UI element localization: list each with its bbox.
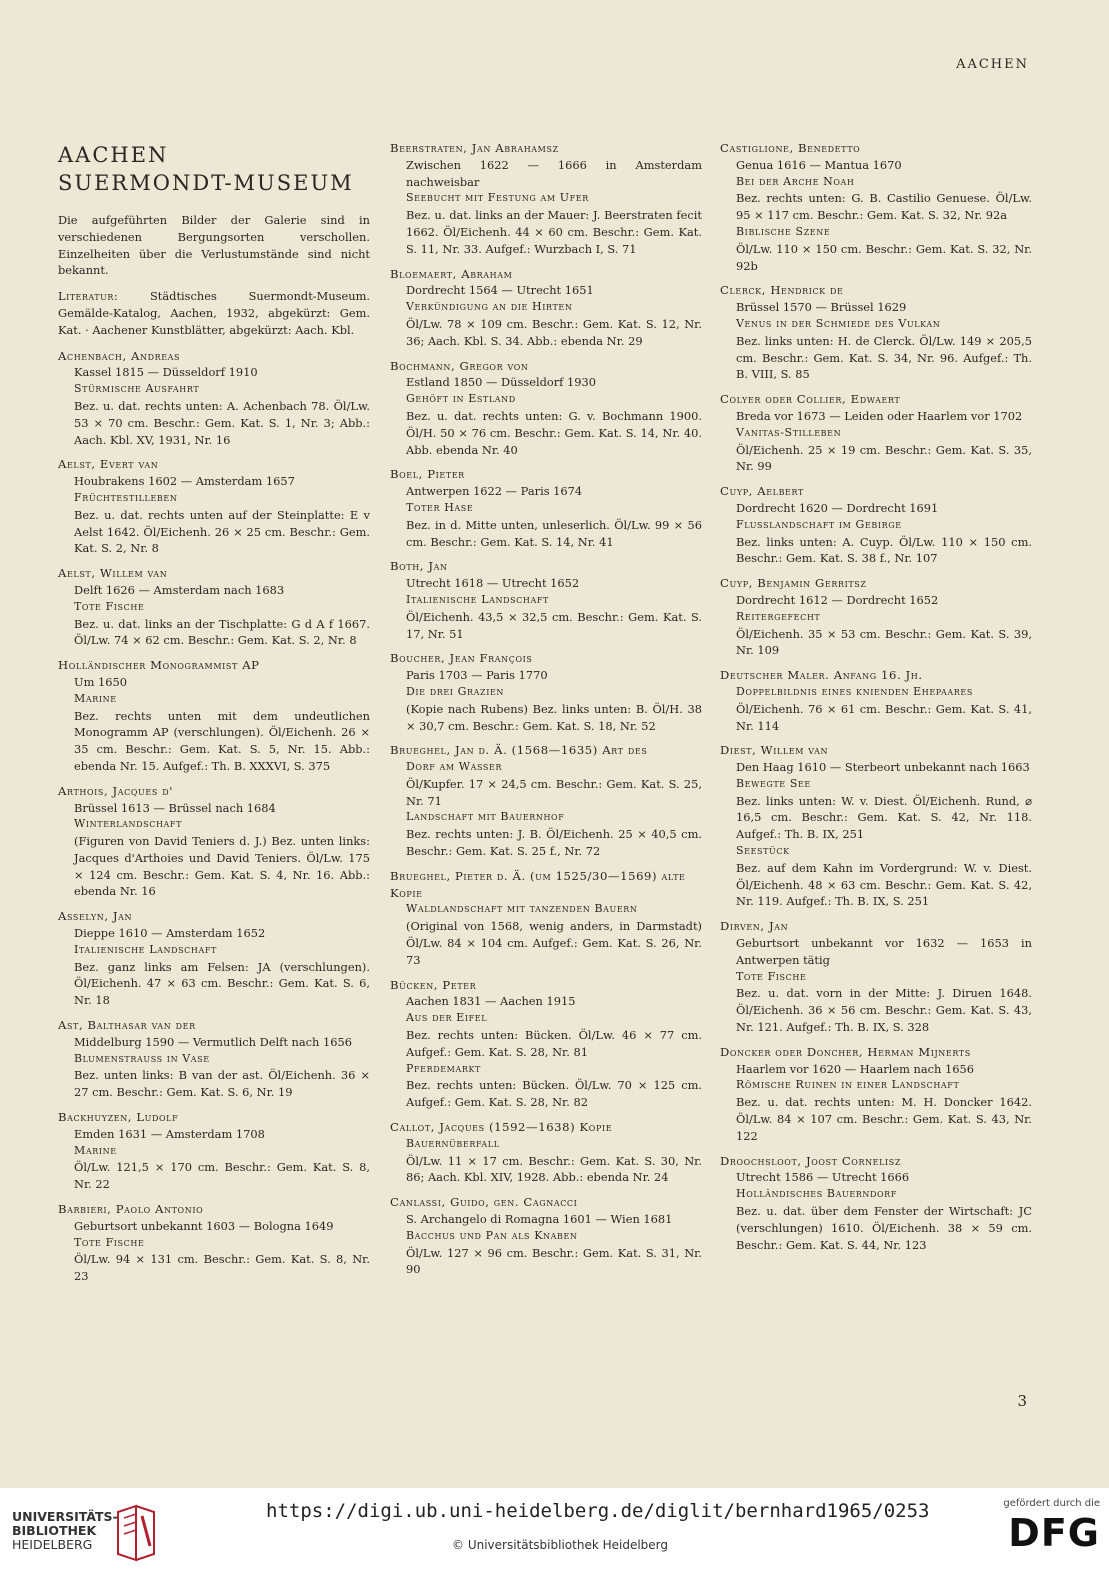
artist-name: Backhuyzen, Ludolf (58, 1110, 179, 1125)
work-description: Bez. u. dat. rechts unten: G. v. Bochmann 1900. Öl/H. 50 × 76 cm. Beschr.: Gem. Kat. S. 14, Nr. 40. Abb. ebenda Nr. 40 (406, 408, 702, 457)
page-number: 3 (1017, 1392, 1027, 1410)
work-description: Öl/Lw. 78 × 109 cm. Beschr.: Gem. Kat. S. 12, Nr. 36; Aach. Kbl. S. 34. Abb.: ebenda Nr. 29 (406, 316, 702, 348)
artist-dates: Geburtsort unbekannt vor 1632 — 1653 in Antwerpen tätig (736, 936, 1032, 967)
artist-dates: Den Haag 1610 — Sterbeort unbekannt nach 1663 (736, 760, 1030, 775)
artist-dates: Delft 1626 — Amsterdam nach 1683 (74, 582, 285, 597)
artist-dates: Utrecht 1618 — Utrecht 1652 (406, 576, 580, 591)
artist-dates: Geburtsort unbekannt 1603 — Bologna 1649 (74, 1218, 334, 1233)
work-description: Bez. auf dem Kahn im Vordergrund: W. v. Diest. Öl/Eichenh. 48 × 63 cm. Beschr.: Gem. Kat. S. 42, Nr. 119. Aufgef.: Th. B. IX, S. 251 (736, 860, 1032, 909)
work-description: Bez. u. dat. rechts unten: A. Achenbach 78. Öl/Lw. 53 × 70 cm. Beschr.: Gem. Kat. S. 1, Nr. 3; Abb.: Aach. Kbl. XV, 1931, Nr. 16 (74, 398, 370, 447)
artist-name: Brueghel, Pieter d. Ä. (um 1525/30—1569) alte Kopie (390, 868, 686, 900)
page-title: AACHEN (58, 143, 169, 167)
column-2 (390, 140, 702, 1286)
catalog-entry (58, 456, 370, 557)
artist-name: Dirven, Jan (720, 919, 789, 934)
library-name-line2: BIBLIOTHEK (12, 1523, 97, 1538)
work-title: Römische Ruinen in einer Landschaft (736, 1078, 960, 1092)
artist-name: Both, Jan (390, 559, 448, 574)
work-title: Seebucht mit Festung am Ufer (406, 191, 589, 205)
column-3-entries (720, 140, 1032, 1253)
work-description: Öl/Lw. 121,5 × 170 cm. Beschr.: Gem. Kat. S. 8, Nr. 22 (74, 1160, 370, 1192)
artist-dates: Emden 1631 — Amsterdam 1708 (74, 1126, 265, 1141)
work-description: Öl/Eichenh. 25 × 19 cm. Beschr.: Gem. Kat. S. 35, Nr. 99 (736, 442, 1032, 474)
running-head: AACHEN (956, 57, 1029, 72)
work-title: Bewegte See (736, 776, 811, 790)
artist-dates: Dordrecht 1612 — Dordrecht 1652 (736, 592, 939, 607)
work-title: Aus der Eifel (406, 1011, 488, 1025)
catalog-entry (390, 466, 702, 550)
catalog-entry (720, 1153, 1032, 1254)
work-title: Reitergefecht (736, 609, 821, 623)
funding-note: gefördert durch die (1003, 1498, 1100, 1509)
work-description: (Original von 1568, wenig anders, in Darmstadt) Öl/Lw. 84 × 104 cm. Aufgef.: Gem. Kat. S. 26, Nr. 73 (406, 919, 702, 967)
catalog-entry (720, 282, 1032, 383)
work-title: Blumenstrauss in Vase (74, 1051, 210, 1065)
work-title: Tote Fische (736, 969, 807, 983)
artist-dates: Breda vor 1673 — Leiden oder Haarlem vor 1702 (736, 408, 1023, 423)
artist-name: Achenbach, Andreas (58, 348, 181, 363)
permalink-url[interactable]: https://digi.ub.uni-heidelberg.de/diglit/bernhard1965/0253 (266, 1500, 930, 1522)
work-title: Marine (74, 691, 117, 705)
catalog-entry (58, 565, 370, 649)
artist-name: Holländischer Monogrammist AP (58, 658, 260, 673)
work-title: Vanitas-Stilleben (736, 425, 842, 439)
work-title: Holländisches Bauerndorf (736, 1187, 897, 1201)
catalog-entry (720, 667, 1032, 734)
work-title: Tote Fische (74, 599, 145, 613)
literature-label: Literatur: (58, 289, 119, 304)
library-name (12, 1510, 118, 1552)
work-description: Bez. u. dat. rechts unten auf der Steinplatte: E v Aelst 1642. Öl/Eichenh. 26 × 25 cm. Beschr.: Gem. Kat. S. 2, Nr. 8 (74, 507, 370, 556)
catalog-entry (58, 783, 370, 901)
artist-name: Asselyn, Jan (58, 909, 133, 924)
work-description: Bez. u. dat. links an der Tischplatte: G d A f 1667. Öl/Lw. 74 × 62 cm. Beschr.: Gem. Kat. S. 2, Nr. 8 (74, 616, 370, 648)
work-title: Bauernüberfall (406, 1136, 500, 1150)
catalog-entry (720, 140, 1032, 274)
work-title: Winterlandschaft (74, 817, 183, 831)
work-description: Bez. rechts unten: Bücken. Öl/Lw. 46 × 77 cm. Aufgef.: Gem. Kat. S. 28, Nr. 81 (406, 1028, 702, 1059)
work-description: Öl/Eichenh. 43,5 × 32,5 cm. Beschr.: Gem. Kat. S. 17, Nr. 51 (406, 609, 702, 641)
artist-name: Cuyp, Benjamin Gerritsz (720, 576, 867, 591)
column-1-entries (58, 348, 370, 1285)
artist-name: Aelst, Willem van (58, 566, 168, 581)
artist-name: Deutscher Maler. Anfang 16. Jh. (720, 668, 923, 683)
artist-name: Bücken, Peter (390, 977, 477, 992)
column-3 (720, 140, 1032, 1261)
artist-name: Barbieri, Paolo Antonio (58, 1202, 204, 1217)
catalog-entry (390, 742, 702, 860)
artist-dates: Kassel 1815 — Düsseldorf 1910 (74, 365, 258, 380)
work-title: Verkündigung an die Hirten (406, 300, 573, 314)
work-description: Bez. u. dat. links an der Mauer: J. Beerstraten fecit 1662. Öl/Eichenh. 44 × 60 cm. Beschr.: Gem. Kat. S. 11, Nr. 33. Aufgef.: Wurzbach I, S. 71 (406, 208, 702, 256)
artist-name: Droochsloot, Joost Cornelisz (720, 1153, 902, 1168)
work-description: Öl/Lw. 11 × 17 cm. Beschr.: Gem. Kat. S. 30, Nr. 86; Aach. Kbl. XIV, 1928. Abb.: ebenda Nr. 24 (406, 1153, 702, 1185)
artist-dates: Aachen 1831 — Aachen 1915 (406, 994, 576, 1009)
work-description: (Figuren von David Teniers d. J.) Bez. unten links: Jacques d'Arthoies und David Teniers. Öl/Lw. 175 × 124 cm. Beschr.: Gem. Kat. S. 4, Nr. 16. Abb.: ebenda Nr. 16 (74, 834, 370, 899)
work-description: Bez. links unten: H. de Clerck. Öl/Lw. 149 × 205,5 cm. Beschr.: Gem. Kat. S. 34, Nr. 96. Aufgef.: Th. B. VIII, S. 85 (736, 333, 1032, 382)
work-title: Waldlandschaft mit tanzenden Bauern (406, 902, 638, 916)
artist-name: Bochmann, Gregor von (390, 358, 529, 373)
catalog-entry (720, 483, 1032, 567)
catalog-entry (390, 358, 702, 459)
work-description: Öl/Lw. 94 × 131 cm. Beschr.: Gem. Kat. S. 8, Nr. 23 (74, 1252, 370, 1284)
artist-name: Boel, Pieter (390, 467, 465, 482)
artist-dates: Zwischen 1622 — 1666 in Amsterdam nachweisbar (406, 157, 702, 189)
artist-dates: S. Archangelo di Romagna 1601 — Wien 1681 (406, 1212, 673, 1227)
column-2-entries (390, 140, 702, 1278)
work-title: Dorf am Wasser (406, 760, 503, 774)
column-1 (58, 140, 370, 1293)
work-title: Gehöft in Estland (406, 392, 516, 406)
work-description: Bez. rechts unten: G. B. Castilio Genuese. Öl/Lw. 95 × 117 cm. Beschr.: Gem. Kat. S. 32, Nr. 92a (736, 191, 1032, 223)
work-description: Öl/Eichenh. 35 × 53 cm. Beschr.: Gem. Kat. S. 39, Nr. 109 (736, 626, 1032, 658)
work-title: Toter Hase (406, 500, 474, 514)
catalog-entry (58, 657, 370, 775)
artist-dates: Haarlem vor 1620 — Haarlem nach 1656 (736, 1061, 974, 1076)
dfg-logo[interactable] (980, 1498, 1100, 1568)
work-title: Bacchus und Pan als Knaben (406, 1228, 578, 1242)
viewer-footer (0, 1488, 1109, 1573)
artist-name: Diest, Willem van (720, 743, 829, 758)
artist-name: Ast, Balthasar van der (58, 1018, 196, 1033)
work-description: Öl/Kupfer. 17 × 24,5 cm. Beschr.: Gem. Kat. S. 25, Nr. 71 (406, 776, 702, 808)
work-description: Bez. rechts unten mit dem undeutlichen Monogramm AP (verschlungen). Öl/Eichenh. 26 × 35 cm. Beschr.: Gem. Kat. S. 5, Nr. 15. Abb.: ebenda Nr. 15. Aufgef.: Th. B. XXXVI, S. 375 (74, 708, 370, 773)
catalog-entry (390, 558, 702, 642)
work-title: Tote Fische (74, 1235, 145, 1249)
artist-dates: Antwerpen 1622 — Paris 1674 (406, 484, 583, 499)
artist-name: Arthois, Jacques d' (58, 783, 173, 798)
work-description: Bez. u. dat. über dem Fenster der Wirtschaft: JC (verschlungen) 1610. Öl/Eichenh. 38 × 59 cm. Beschr.: Gem. Kat. S. 44, Nr. 123 (736, 1204, 1032, 1252)
artist-name: Clerck, Hendrick de (720, 283, 844, 298)
literature-text: Städtisches Suermondt-Museum. Gemälde-Katalog, Aachen, 1932, abgekürzt: Gem. Kat. · Aachener Kunstblätter, abgekürzt: Aach. Kbl. (58, 289, 370, 337)
library-logo[interactable] (6, 1504, 156, 1562)
artist-name: Aelst, Evert van (58, 457, 159, 472)
catalog-entry (720, 1044, 1032, 1145)
catalog-entry (390, 977, 702, 1111)
page-subtitle: SUERMONDT-MUSEUM (58, 171, 354, 195)
catalog-entry (390, 868, 702, 969)
artist-dates: Brüssel 1570 — Brüssel 1629 (736, 300, 907, 315)
intro-paragraph: Die aufgeführten Bilder der Galerie sind in verschiedenen Bergungsorten verschollen. Einzelheiten über die Verlustumstände sind nicht bekannt. (58, 213, 370, 278)
catalog-entry (58, 348, 370, 449)
work-description: (Kopie nach Rubens) Bez. links unten: B. Öl/H. 38 × 30,7 cm. Beschr.: Gem. Kat. S. 18, Nr. 52 (406, 701, 702, 733)
artist-dates: Um 1650 (74, 674, 128, 689)
library-emblem-icon (114, 1504, 158, 1562)
work-title: Seestück (736, 844, 790, 858)
catalog-entry (720, 391, 1032, 475)
artist-dates: Genua 1616 — Mantua 1670 (736, 157, 902, 172)
work-description: Bez. rechts unten: J. B. Öl/Eichenh. 25 × 40,5 cm. Beschr.: Gem. Kat. S. 25 f., Nr. 72 (406, 827, 702, 859)
work-description: Bez. links unten: W. v. Diest. Öl/Eichenh. Rund, ⌀ 16,5 cm. Beschr.: Gem. Kat. S. 42, Nr. 118. Aufgef.: Th. B. IX, 251 (736, 793, 1032, 842)
work-description: Bez. links unten: A. Cuyp. Öl/Lw. 110 × 150 cm. Beschr.: Gem. Kat. S. 38 f., Nr. 107 (736, 534, 1032, 566)
work-title: Bei der Arche Noah (736, 174, 855, 188)
catalog-entry (390, 266, 702, 350)
catalog-entry (58, 908, 370, 1009)
artist-dates: Dordrecht 1564 — Utrecht 1651 (406, 283, 594, 298)
catalog-entry (390, 650, 702, 734)
work-title: Früchtestilleben (74, 490, 178, 504)
artist-dates: Middelburg 1590 — Vermutlich Delft nach 1656 (74, 1034, 352, 1049)
catalog-entry (720, 575, 1032, 659)
catalog-entry (390, 1194, 702, 1278)
copyright-notice: © Universitätsbibliothek Heidelberg (452, 1538, 669, 1552)
artist-name: Canlassi, Guido, gen. Cagnacci (390, 1195, 578, 1210)
artist-name: Boucher, Jean François (390, 651, 533, 666)
artist-dates: Dordrecht 1620 — Dordrecht 1691 (736, 500, 939, 515)
work-description: Öl/Lw. 127 × 96 cm. Beschr.: Gem. Kat. S. 31, Nr. 90 (406, 1245, 702, 1277)
artist-name: Cuyp, Aelbert (720, 484, 804, 499)
artist-name: Callot, Jacques (1592—1638) Kopie (390, 1120, 613, 1135)
work-description: Bez. in d. Mitte unten, unleserlich. Öl/Lw. 99 × 56 cm. Beschr.: Gem. Kat. S. 14, Nr. 41 (406, 517, 702, 549)
work-description: Bez. rechts unten: Bücken. Öl/Lw. 70 × 125 cm. Aufgef.: Gem. Kat. S. 28, Nr. 82 (406, 1078, 702, 1110)
catalog-entry (58, 1017, 370, 1101)
work-title: Italienische Landschaft (74, 942, 217, 956)
work-title: Pferdemarkt (406, 1061, 481, 1075)
artist-name: Castiglione, Benedetto (720, 141, 861, 155)
artist-dates: Brüssel 1613 — Brüssel nach 1684 (74, 800, 276, 815)
work-title: Stürmische Ausfahrt (74, 382, 200, 396)
artist-dates: Houbrakens 1602 — Amsterdam 1657 (74, 474, 295, 489)
catalog-entry (720, 918, 1032, 1036)
catalog-entry (390, 140, 702, 258)
literature-paragraph (58, 288, 370, 338)
catalog-entry (58, 1109, 370, 1193)
work-title: Biblische Szene (736, 224, 831, 238)
work-description: Öl/Lw. 110 × 150 cm. Beschr.: Gem. Kat. S. 32, Nr. 92b (736, 241, 1032, 273)
artist-name: Colyer oder Collier, Edwaert (720, 392, 901, 407)
artist-dates: Dieppe 1610 — Amsterdam 1652 (74, 926, 266, 941)
work-title: Landschaft mit Bauernhof (406, 810, 565, 824)
work-description: Bez. ganz links am Felsen: JA (verschlungen). Öl/Eichenh. 47 × 63 cm. Beschr.: Gem. Kat. S. 6, Nr. 18 (74, 959, 370, 1008)
catalog-entry (390, 1119, 702, 1186)
artist-name: Beerstraten, Jan Abrahamsz (390, 141, 559, 155)
work-description: Bez. unten links: B van der ast. Öl/Eichenh. 36 × 27 cm. Beschr.: Gem. Kat. S. 6, Nr. 19 (74, 1068, 370, 1100)
artist-dates: Utrecht 1586 — Utrecht 1666 (736, 1170, 910, 1185)
catalog-entry (720, 742, 1032, 910)
work-title: Die drei Grazien (406, 684, 504, 698)
artist-name: Doncker oder Doncher, Herman Mijnerts (720, 1044, 971, 1059)
dfg-wordmark: DFG (1008, 1511, 1100, 1555)
work-title: Doppelbildnis eines knienden Ehepaares (736, 684, 973, 698)
artist-name: Bloemaert, Abraham (390, 266, 513, 281)
work-title: Flusslandschaft im Gebirge (736, 517, 902, 531)
work-description: Bez. u. dat. vorn in der Mitte: J. Diruen 1648. Öl/Eichenh. 36 × 56 cm. Beschr.: Gem. Kat. S. 43, Nr. 121. Aufgef.: Th. B. IX, S. 328 (736, 986, 1032, 1035)
work-title: Venus in der Schmiede des Vulkan (736, 316, 941, 330)
work-title: Marine (74, 1143, 117, 1157)
work-description: Bez. u. dat. rechts unten: M. H. Doncker 1642. Öl/Lw. 84 × 107 cm. Beschr.: Gem. Kat. S. 43, Nr. 122 (736, 1095, 1032, 1143)
library-name-line1: UNIVERSITÄTS- (12, 1509, 118, 1524)
artist-name: Brueghel, Jan d. Ä. (1568—1635) Art des (390, 743, 648, 758)
catalog-entry (58, 1201, 370, 1285)
work-description: Öl/Eichenh. 76 × 61 cm. Beschr.: Gem. Kat. S. 41, Nr. 114 (736, 701, 1032, 733)
artist-dates: Estland 1850 — Düsseldorf 1930 (406, 375, 597, 390)
artist-dates: Paris 1703 — Paris 1770 (406, 668, 548, 683)
work-title: Italienische Landschaft (406, 592, 549, 606)
library-name-line3: HEIDELBERG (12, 1537, 93, 1552)
